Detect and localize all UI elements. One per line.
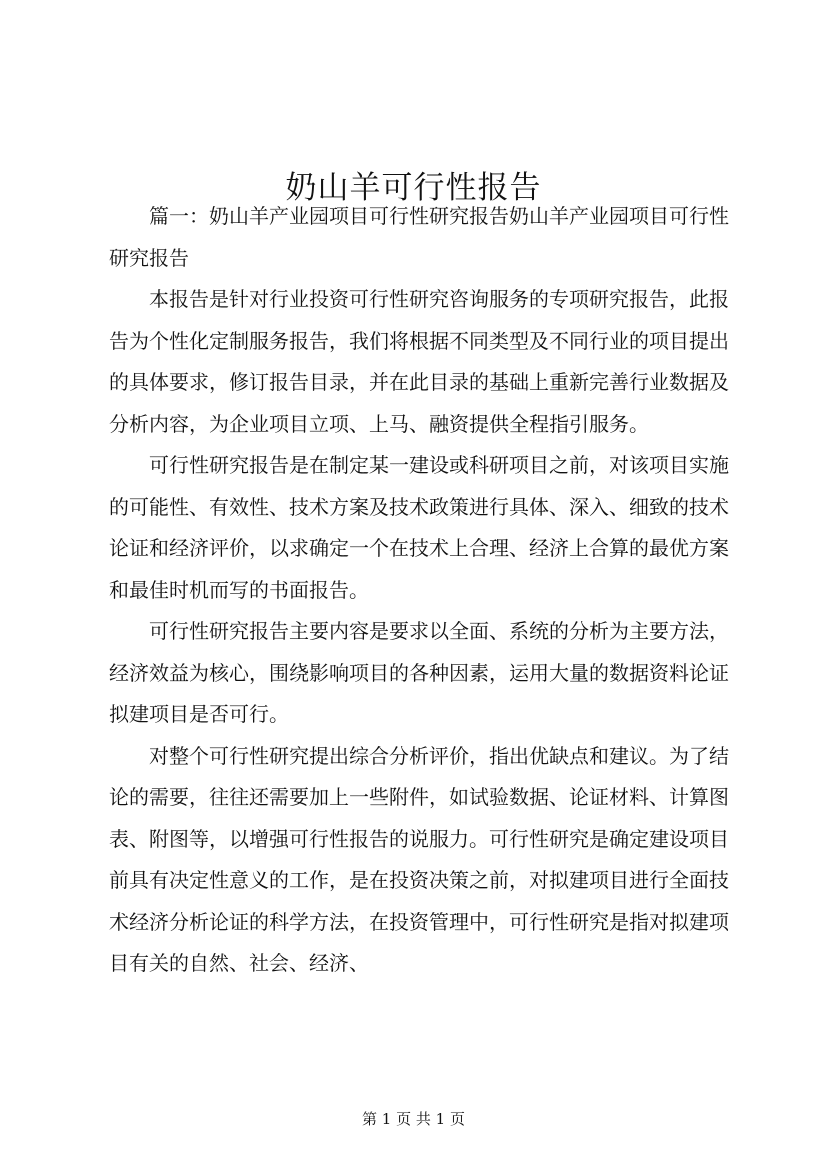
paragraph: 可行性研究报告主要内容是要求以全面、系统的分析为主要方法，经济效益为核心，围绕影响项目的各种因素，运用大量的数据资料论证拟建项目是否可行。 [109,619,729,726]
paragraph: 对整个可行性研究提出综合分析评价，指出优缺点和建议。为了结论的需要，往往还需要加上一些附件，如试验数据、论证材料、计算图表、附图等，以增强可行性报告的说服力。可行性研究是确定建设项目前具有决定性意义的工作，是在投资决策之前，对拟建项目进行全面技术经济分析论证的科学方法，在投资管理中，可行性研究是指对拟建项目有关的自然、社会、经济、 [109,743,729,975]
paragraph: 可行性研究报告是在制定某一建设或科研项目之前，对该项目实施的可能性、有效性、技术方案及技术政策进行具体、深入、细致的技术论证和经济评价，以求确定一个在技术上合理、经济上合算的最优方案和最佳时机而写的书面报告。 [109,453,729,602]
document-title: 奶山羊可行性报告 [285,169,542,206]
page-footer: 第 1 页 共 1 页 [362,1110,465,1128]
document-body [109,196,729,985]
paragraph: 本报告是针对行业投资可行性研究咨询服务的专项研究报告，此报告为个性化定制服务报告，我们将根据不同类型及不同行业的项目提出的具体要求，修订报告目录，并在此目录的基础上重新完善行业数据及分析内容，为企业项目立项、上马、融资提供全程指引服务。 [109,287,729,436]
paragraph-heading: 篇一：奶山羊产业园项目可行性研究报告奶山羊产业园项目可行性研究报告 [109,204,729,270]
